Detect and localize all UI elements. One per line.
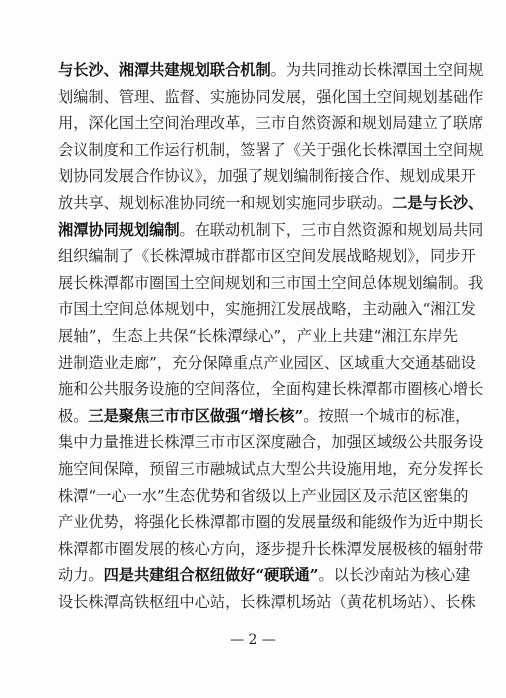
bold-heading: 二是与长沙、 [392, 193, 484, 212]
bold-heading: 三是聚焦三市市区做强“增长核” [88, 406, 304, 425]
text-line: 用，深化国土空间治理改革，三市自然资源和规划局建立了联席 [58, 114, 484, 133]
text-line: 放共享、规划标准协同统一和规划实施同步联动。二是与长沙、 [58, 193, 484, 212]
body-paragraph [58, 57, 484, 615]
text-line: 集中力量推进长株潭三市市区深度融合，加强区域级公共服务设 [58, 433, 484, 452]
text-line: 施和公共服务设施的空间落位，全面构建长株潭都市圈核心增长 [58, 380, 484, 399]
text-line: 组织编制了《长株潭城市群都市区空间发展战略规划》，同步开 [58, 247, 476, 266]
bold-heading: 与长沙、湘潭共建规划联合机制 [58, 61, 271, 79]
text-line: 产业优势，将强化长株潭都市圈的发展量级和能级作为近中期长 [58, 513, 484, 532]
text-line: 动力。四是共建组合枢纽做好“硬联通”。以长沙南站为核心建 [58, 566, 471, 585]
text-line: 进制造业走廊”，充分保障重点产业园区、区域重大交通基础设 [58, 353, 476, 372]
page-number: — 2 — [230, 632, 276, 648]
text-line: 设长株潭高铁枢纽中心站，长株潭机场站（黄花机场站）、长株 [58, 592, 476, 611]
text-line: 株潭“一心一水”生态优势和省级以上产业园区及示范区密集的 [58, 486, 469, 505]
bold-heading: 四是共建组合枢纽做好“硬联通” [103, 566, 319, 585]
text-line: 株潭都市圈发展的核心方向，逐步提升长株潭发展极核的辐射带 [58, 539, 484, 558]
text-line: 与长沙、湘潭共建规划联合机制。为共同推动长株潭国土空间规 [58, 61, 484, 79]
text-line: 湘潭协同规划编制。在联动机制下，三市自然资源和规划局共同 [58, 220, 484, 239]
text-line: 展轴”，生态上共保“长株潭绿心”，产业上共建“湘江东岸先 [58, 326, 458, 345]
bold-heading: 湘潭协同规划编制 [58, 220, 180, 239]
text-line: 划编制、管理、监督、实施协同发展，强化国土空间规划基础作 [58, 87, 484, 106]
text-line: 施空间保障，预留三市融城试点大型公共设施用地，充分发挥长 [58, 459, 484, 478]
text-line: 划协同发展合作协议》，加强了规划编制衔接合作、规划成果开 [58, 167, 476, 186]
text-line: 市国土空间总体规划中，实施拥江发展战略，主动融入“湘江发 [58, 300, 476, 319]
text-line: 展长株潭都市圈国土空间规划和三市国土空间总体规划编制。我 [58, 273, 484, 292]
text-line: 极。三是聚焦三市市区做强“增长核”。按照一个城市的标准， [58, 406, 471, 425]
text-line: 会议制度和工作运行机制，签署了《关于强化长株潭国土空间规 [58, 140, 484, 159]
